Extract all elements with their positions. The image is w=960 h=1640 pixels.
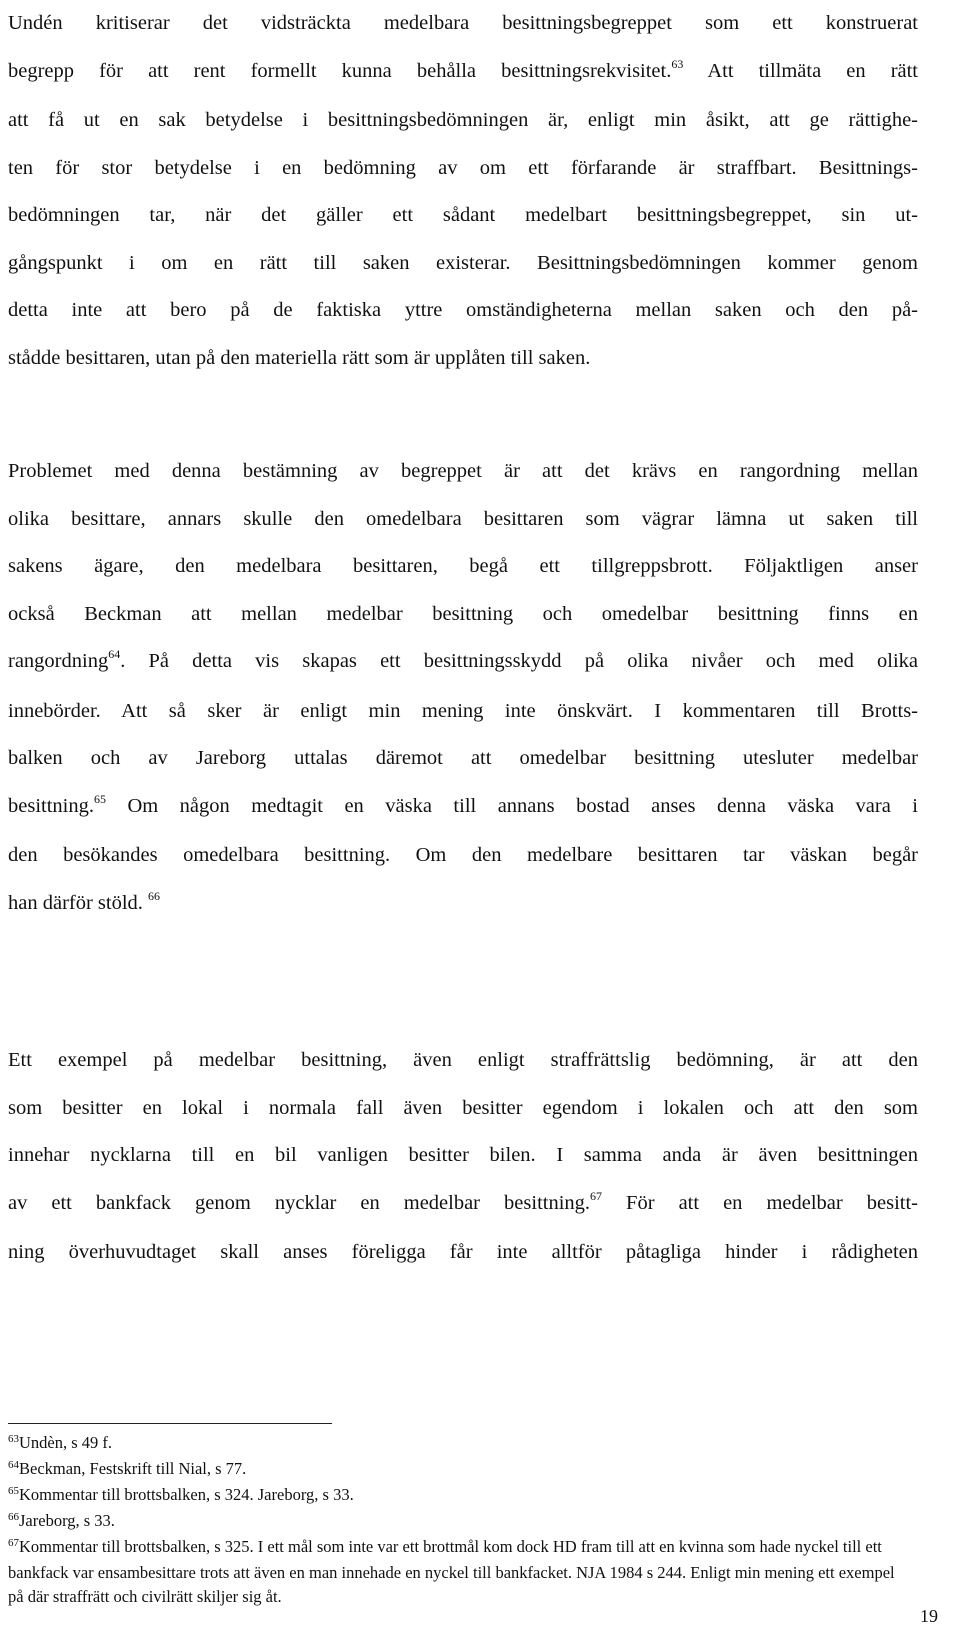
footnote-67: $^{67}$Kommentar till brottsbalken, s 325. I ett mål som inte var ett brottmål kom dock HD fram till att en kvinna som hade nyckel till ett bankfack var ensambesittare trots att även en man innehade en nyckel till bankfacket. NJA 1984 s 244. Enligt min mening ett exempel på där straffrätt och civilrätt skiljer sig åt.	[8, 1537, 895, 1606]
p2-line-6: innebörder. Att så sker är enligt min mening inte önskvärt. I kommentaren till Brotts-	[8, 699, 918, 722]
p3-line-4: av ett bankfack genom nycklar en medelbar besittning.$^{67}$ För att en medelbar besitt-	[8, 1188, 918, 1214]
p3-line-2: som besitter en lokal i normala fall även besitter egendom i lokalen och att den som	[8, 1096, 918, 1119]
footnote-ref-66[interactable]: 66	[148, 888, 161, 903]
p2-line-1: Problemet med denna bestämning av begreppet är att det krävs en rangordning mellan	[8, 460, 918, 482]
p2-line-3: sakens ägare, den medelbara besittaren, begå ett tillgreppsbrott. Följaktligen anser	[8, 555, 918, 577]
footnote-ref-67[interactable]: 67	[590, 1188, 603, 1203]
p2-line-10: han därför stöld. $^{66}$	[8, 888, 161, 914]
footnote-63: $^{63}$Undèn, s 49 f.	[8, 1433, 113, 1452]
page-number: 19	[920, 1606, 938, 1626]
footnote-ref-63[interactable]: 63	[671, 56, 684, 71]
paragraph-2	[8, 448, 918, 929]
footnote-64: $^{64}$Beckman, Festskrift till Nial, s 77.	[8, 1459, 247, 1478]
footnote-ref-64[interactable]: 64	[108, 647, 121, 661]
p1-line-6: gångspunkt i om en rätt till saken existerar. Besittningsbedömningen kommer genom	[8, 251, 918, 274]
p1-line-8: stådde besittaren, utan på den materiella rätt som är upplåten till saken.	[8, 346, 591, 369]
p3-line-3: innehar nycklarna till en bil vanligen besitter bilen. I samma anda är även besittningen	[8, 1144, 918, 1166]
p2-line-5: rangordning$^{64}$. På detta vis skapas ett besittningsskydd på olika nivåer och med olika	[8, 647, 918, 672]
p3-line-5: ning överhuvudtaget skall anses föreligga får inte alltför påtagliga hinder i rådigheten	[8, 1241, 918, 1263]
p2-line-7: balken och av Jareborg uttalas däremot att omedelbar besittning utesluter medelbar	[8, 747, 918, 769]
p1-line-1: Undén kritiserar det vidsträckta medelbara besittningsbegreppet som ett konstruerat	[8, 12, 918, 34]
p2-line-2: olika besittare, annars skulle den omedelbara besittaren som vägrar lämna ut saken till	[8, 507, 918, 530]
paragraph-1	[8, 0, 918, 382]
paragraph-3	[8, 1037, 918, 1277]
footnote-65: $^{65}$Kommentar till brottsbalken, s 324. Jareborg, s 33.	[8, 1485, 354, 1504]
p1-line-7: detta inte att bero på de faktiska yttre omständigheterna mellan saken och den på-	[8, 299, 918, 321]
footnote-ref-65[interactable]: 65	[93, 791, 106, 806]
p1-line-2: begrepp för att rent formellt kunna behålla besittningsrekvisitet.$^{63}$ Att tillmäta en rätt	[8, 56, 919, 82]
footnote-66: $^{66}$Jareborg, s 33.	[8, 1511, 115, 1530]
p1-line-3: att få ut en sak betydelse i besittningsbedömningen är, enligt min åsikt, att ge rättighe-	[8, 109, 918, 131]
p3-line-1: Ett exempel på medelbar besittning, även enligt straffrättslig bedömning, är att den	[8, 1049, 918, 1071]
p1-line-5: bedömningen tar, när det gäller ett sådant medelbart besittningsbegreppet, sin ut-	[8, 204, 918, 226]
p1-line-4: ten för stor betydelse i en bedömning av om ett förfarande är straffbart. Besittnings-	[8, 156, 918, 179]
p2-line-4: också Beckman att mellan medelbar besittning och omedelbar besittning finns en	[8, 602, 918, 625]
footnotes	[8, 1431, 913, 1609]
footnote-separator	[8, 1423, 332, 1424]
p2-line-8: besittning.$^{65}$ Om någon medtagit en väska till annans bostad anses denna väska vara i	[8, 791, 918, 817]
p2-line-9: den besökandes omedelbara besittning. Om den medelbare besittaren tar väskan begår	[8, 844, 918, 866]
